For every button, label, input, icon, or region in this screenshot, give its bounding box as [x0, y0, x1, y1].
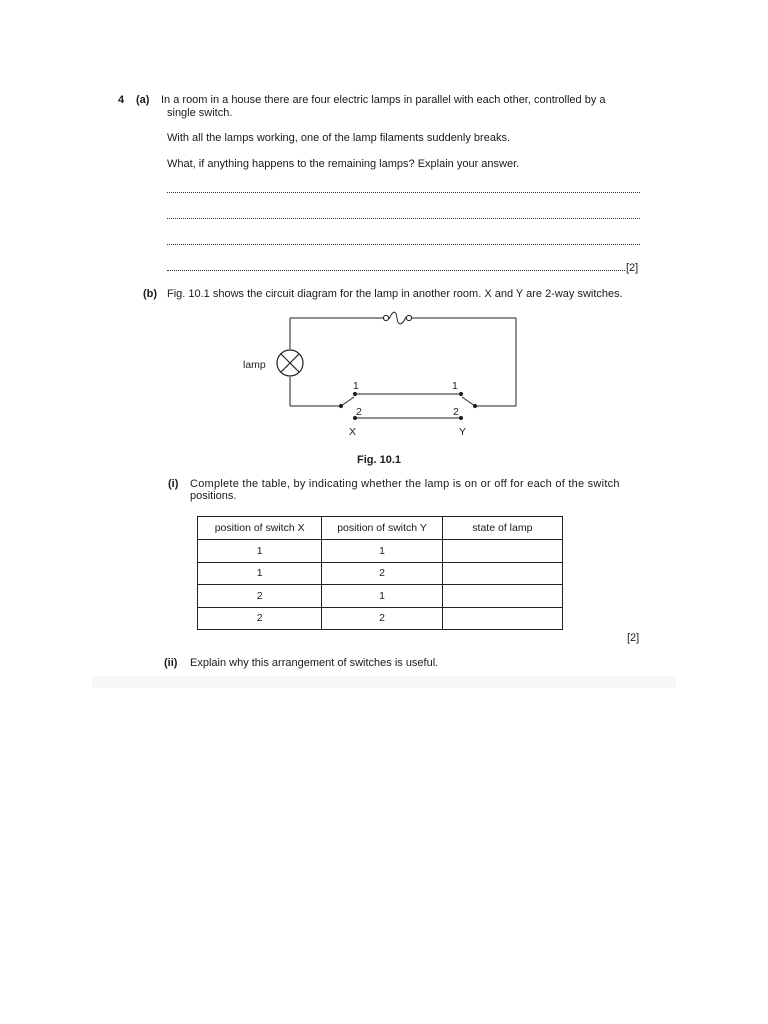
page-edge-shading: [92, 676, 676, 688]
switch-y-pos1-label: 1: [452, 380, 458, 392]
answer-line-1[interactable]: [167, 192, 640, 193]
sub-i-line2: positions.: [190, 490, 237, 502]
circuit-wires: [290, 318, 516, 418]
switch-y: [459, 392, 476, 419]
table-row: [198, 540, 563, 563]
table-header: state of lamp: [442, 517, 562, 540]
part-a-label: (a): [136, 94, 150, 106]
answer-line-3[interactable]: [167, 244, 640, 245]
part-a-statement: With all the lamps working, one of the lamp filaments suddenly breaks.: [167, 132, 510, 144]
table-cell: 1: [322, 585, 442, 608]
part-a-question: What, if anything happens to the remaining lamps? Explain your answer.: [167, 158, 520, 170]
lamp-state-cell[interactable]: [442, 585, 562, 608]
table-header: position of switch X: [198, 517, 322, 540]
part-b-intro: Fig. 10.1 shows the circuit diagram for the lamp in another room. X and Y are 2-way switches.: [167, 288, 623, 300]
table-row: [198, 607, 563, 630]
table-row: [198, 562, 563, 585]
answer-line-2[interactable]: [167, 218, 640, 219]
table-cell: 1: [198, 540, 322, 563]
lamp-label: lamp: [243, 359, 266, 371]
part-a-mark: [2]: [626, 262, 639, 274]
table-cell: 1: [322, 540, 442, 563]
table-cell: 1: [198, 562, 322, 585]
sub-i-label: (i): [168, 478, 179, 490]
switch-x-pos1-label: 1: [353, 380, 359, 392]
fuse-symbol: [383, 312, 411, 324]
table-cell: 2: [198, 585, 322, 608]
table-cell: 2: [322, 607, 442, 630]
table-row: [198, 585, 563, 608]
switch-state-table: [197, 516, 563, 630]
switch-x-label: X: [349, 426, 357, 438]
table-cell: 2: [322, 562, 442, 585]
circuit-diagram: [230, 305, 530, 455]
switch-x: [339, 392, 356, 419]
switch-x-pos2-label: 2: [356, 406, 362, 418]
switch-y-label: Y: [459, 426, 467, 438]
part-b-label: (b): [143, 288, 158, 300]
lamp-state-cell[interactable]: [442, 607, 562, 630]
sub-ii-text: Explain why this arrangement of switches is useful.: [190, 657, 439, 669]
figure-caption: Fig. 10.1: [357, 454, 402, 466]
part-a-line1: In a room in a house there are four electric lamps in parallel with each other, controlled by a: [161, 94, 606, 106]
sub-i-mark: [2]: [627, 632, 640, 644]
answer-line-4[interactable]: [167, 270, 625, 271]
sub-ii-label: (ii): [164, 657, 178, 669]
lamp-symbol: [277, 350, 303, 376]
table-header-row: [198, 517, 563, 540]
switch-y-pos2-label: 2: [453, 406, 459, 418]
table-header: position of switch Y: [322, 517, 442, 540]
part-a-line2: single switch.: [167, 107, 233, 119]
lamp-state-cell[interactable]: [442, 540, 562, 563]
question-number: 4: [118, 94, 125, 106]
lamp-state-cell[interactable]: [442, 562, 562, 585]
table-cell: 2: [198, 607, 322, 630]
sub-i-line1: Complete the table, by indicating whether the lamp is on or off for each of the switch: [190, 478, 620, 490]
